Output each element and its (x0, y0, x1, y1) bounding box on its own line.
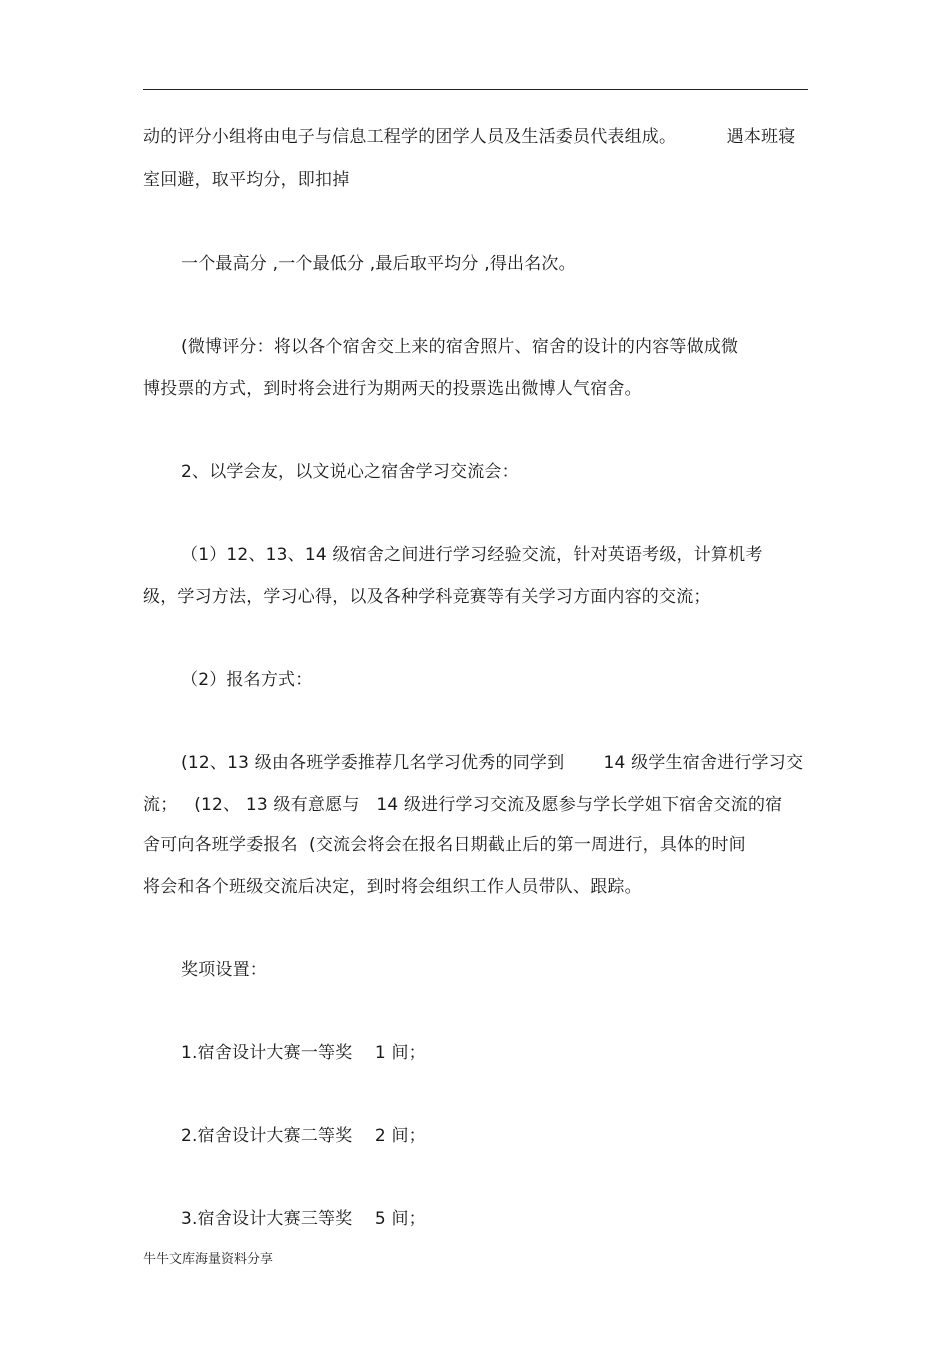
paragraph-line: 动的评分小组将由电子与信息工程学的团学人员及生活委员代表组成。 遇本班寝 (143, 127, 796, 147)
list-item: 2.宿舍设计大赛二等奖 2 间； (181, 1126, 426, 1146)
list-item: 1.宿舍设计大赛一等奖 1 间； (181, 1043, 426, 1063)
header-rule (143, 89, 808, 90)
paragraph-line: 级，学习方法，学习心得，以及各种学科竞赛等有关学习方面内容的交流； (143, 587, 711, 607)
paragraph-line: 将会和各个班级交流后决定，到时将会组织工作人员带队、跟踪。 (143, 877, 642, 897)
paragraph-line: 一个最高分 ,一个最低分 ,最后取平均分 ,得出名次。 (181, 254, 576, 274)
paragraph-line: (12、13 级由各班学委推荐几名学习优秀的同学到 14 级学生宿舍进行学习交 (181, 753, 804, 773)
section-heading: 奖项设置： (181, 960, 267, 980)
paragraph-line: 流； (12、 13 级有意愿与 14 级进行学习交流及愿参与学长学姐下宿舍交流的宿 (143, 795, 783, 815)
list-item: 3.宿舍设计大赛三等奖 5 间； (181, 1209, 426, 1229)
section-heading: 2、以学会友，以文说心之宿舍学习交流会： (181, 462, 519, 482)
page-footer: 牛牛文库海量资料分享 (143, 1252, 274, 1267)
paragraph-line: (微博评分：将以各个宿舍交上来的宿舍照片、宿舍的设计的内容等做成微 (181, 337, 739, 357)
paragraph-line: 室回避，取平均分，即扣掉 (143, 170, 350, 190)
paragraph-line: （1）12、13、14 级宿舍之间进行学习经验交流，针对英语考级，计算机考 (181, 545, 763, 565)
paragraph-line: （2）报名方式： (181, 670, 313, 690)
paragraph-line: 博投票的方式，到时将会进行为期两天的投票选出微博人气宿舍。 (143, 379, 642, 399)
paragraph-line: 舍可向各班学委报名 (交流会将会在报名日期截止后的第一周进行，具体的时间 (143, 835, 746, 855)
